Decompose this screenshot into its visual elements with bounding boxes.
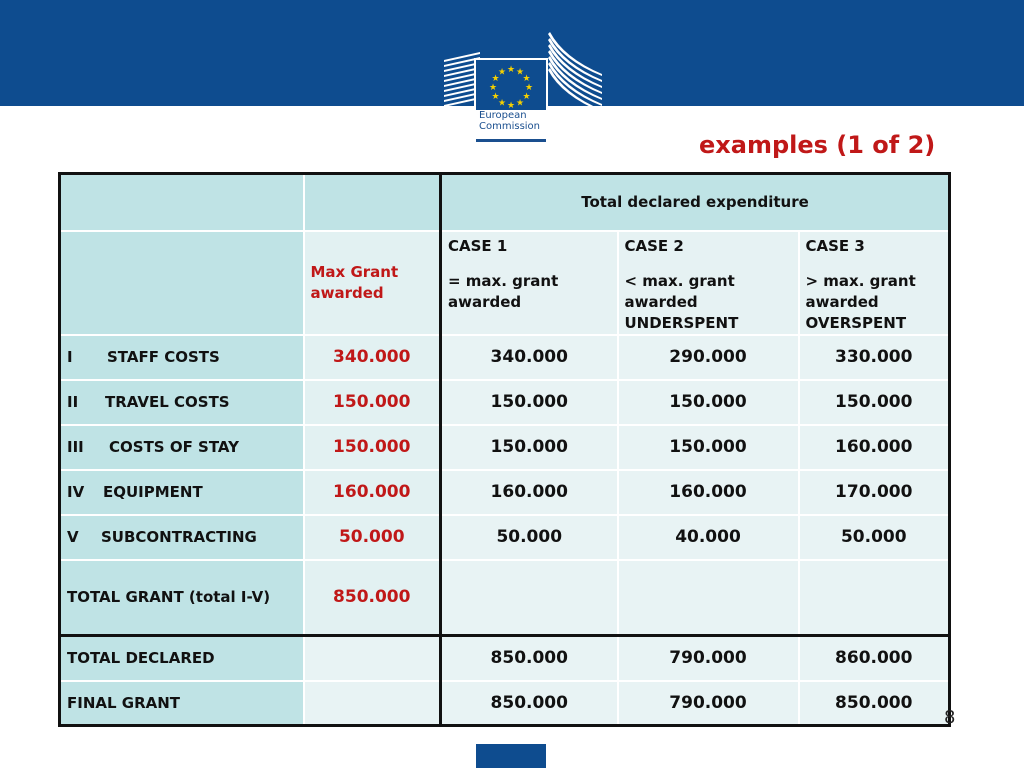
svg-text:★: ★ (522, 92, 531, 102)
cost-category-label: III COSTS OF STAY (60, 425, 304, 470)
case-line: awarded (805, 292, 879, 311)
logo-underline (476, 139, 546, 142)
total-declared-label: TOTAL DECLARED (60, 636, 304, 681)
svg-text:★: ★ (491, 92, 500, 102)
case-2-value: 790.000 (618, 681, 799, 726)
organisation-name: European Commission (479, 110, 541, 132)
case-3-value: 170.000 (799, 470, 950, 515)
empty-cell (618, 560, 799, 636)
case-1-value: 150.000 (441, 380, 618, 425)
eu-flag (476, 60, 546, 110)
case-1-value: 850.000 (441, 681, 618, 726)
table-row (60, 335, 950, 380)
svg-text:★: ★ (515, 98, 525, 109)
case-3-value: 160.000 (799, 425, 950, 470)
svg-text:★: ★ (515, 67, 525, 78)
table-header-row (60, 174, 950, 231)
table-row (60, 470, 950, 515)
case-2-header (618, 231, 799, 335)
case-1-header (441, 231, 618, 335)
case-2-value: 150.000 (618, 425, 799, 470)
case-2-value: 790.000 (618, 636, 799, 681)
case-2-value: 290.000 (618, 335, 799, 380)
total-grant-label: TOTAL GRANT (total I-V) (60, 560, 304, 636)
header-empty-cell (304, 174, 441, 231)
case-2-value: 40.000 (618, 515, 799, 560)
svg-text:★: ★ (488, 83, 498, 93)
case-1-value: 160.000 (441, 470, 618, 515)
case-3-value: 850.000 (799, 681, 950, 726)
final-grant-label: FINAL GRANT (60, 681, 304, 726)
case-header-row (60, 231, 950, 335)
max-grant-value: 150.000 (304, 380, 441, 425)
case-name: CASE 3 (805, 236, 865, 255)
svg-text:★: ★ (524, 83, 534, 93)
grant-examples-table (58, 172, 951, 727)
svg-text:★: ★ (506, 101, 516, 110)
header-empty-cell (60, 231, 304, 335)
svg-text:★: ★ (497, 67, 507, 78)
case-3-header (799, 231, 950, 335)
final-grant-row (60, 681, 950, 726)
svg-text:★: ★ (522, 74, 531, 84)
total-declared-row (60, 636, 950, 681)
table-row (60, 515, 950, 560)
empty-cell (441, 560, 618, 636)
total-grant-value: 850.000 (304, 560, 441, 636)
table-row (60, 380, 950, 425)
cost-category-label: II TRAVEL COSTS (60, 380, 304, 425)
eu-stars-icon (476, 60, 546, 110)
cost-category-label: V SUBCONTRACTING (60, 515, 304, 560)
empty-cell (304, 636, 441, 681)
total-declared-expenditure-header: Total declared expenditure (441, 174, 950, 231)
max-grant-value: 340.000 (304, 335, 441, 380)
max-grant-header: Max Grant awarded (304, 231, 441, 335)
case-1-value: 50.000 (441, 515, 618, 560)
footer-flag (476, 744, 546, 768)
case-3-value: 50.000 (799, 515, 950, 560)
case-line: > max. grant (805, 271, 916, 290)
header-empty-cell (60, 174, 304, 231)
case-line: awarded (624, 292, 698, 311)
table-row (60, 425, 950, 470)
svg-text:★: ★ (506, 65, 516, 75)
case-line: OVERSPENT (805, 313, 907, 332)
case-2-value: 160.000 (618, 470, 799, 515)
case-1-value: 340.000 (441, 335, 618, 380)
case-line: < max. grant (624, 271, 735, 290)
case-1-value: 150.000 (441, 425, 618, 470)
total-grant-row (60, 560, 950, 636)
empty-cell (799, 560, 950, 636)
svg-text:★: ★ (497, 98, 507, 109)
page-number: 8 (944, 707, 956, 728)
case-line: = max. grant (448, 271, 559, 290)
slide-title: examples (1 of 2) (699, 131, 936, 159)
max-grant-value: 160.000 (304, 470, 441, 515)
case-line: awarded (448, 292, 522, 311)
cost-category-label: I STAFF COSTS (60, 335, 304, 380)
case-2-value: 150.000 (618, 380, 799, 425)
svg-text:★: ★ (491, 74, 500, 84)
case-1-value: 850.000 (441, 636, 618, 681)
cost-category-label: IV EQUIPMENT (60, 470, 304, 515)
case-3-value: 150.000 (799, 380, 950, 425)
case-name: CASE 2 (624, 236, 684, 255)
case-name: CASE 1 (448, 236, 508, 255)
case-3-value: 860.000 (799, 636, 950, 681)
max-grant-value: 150.000 (304, 425, 441, 470)
case-line: UNDERSPENT (624, 313, 739, 332)
max-grant-value: 50.000 (304, 515, 441, 560)
case-3-value: 330.000 (799, 335, 950, 380)
empty-cell (304, 681, 441, 726)
